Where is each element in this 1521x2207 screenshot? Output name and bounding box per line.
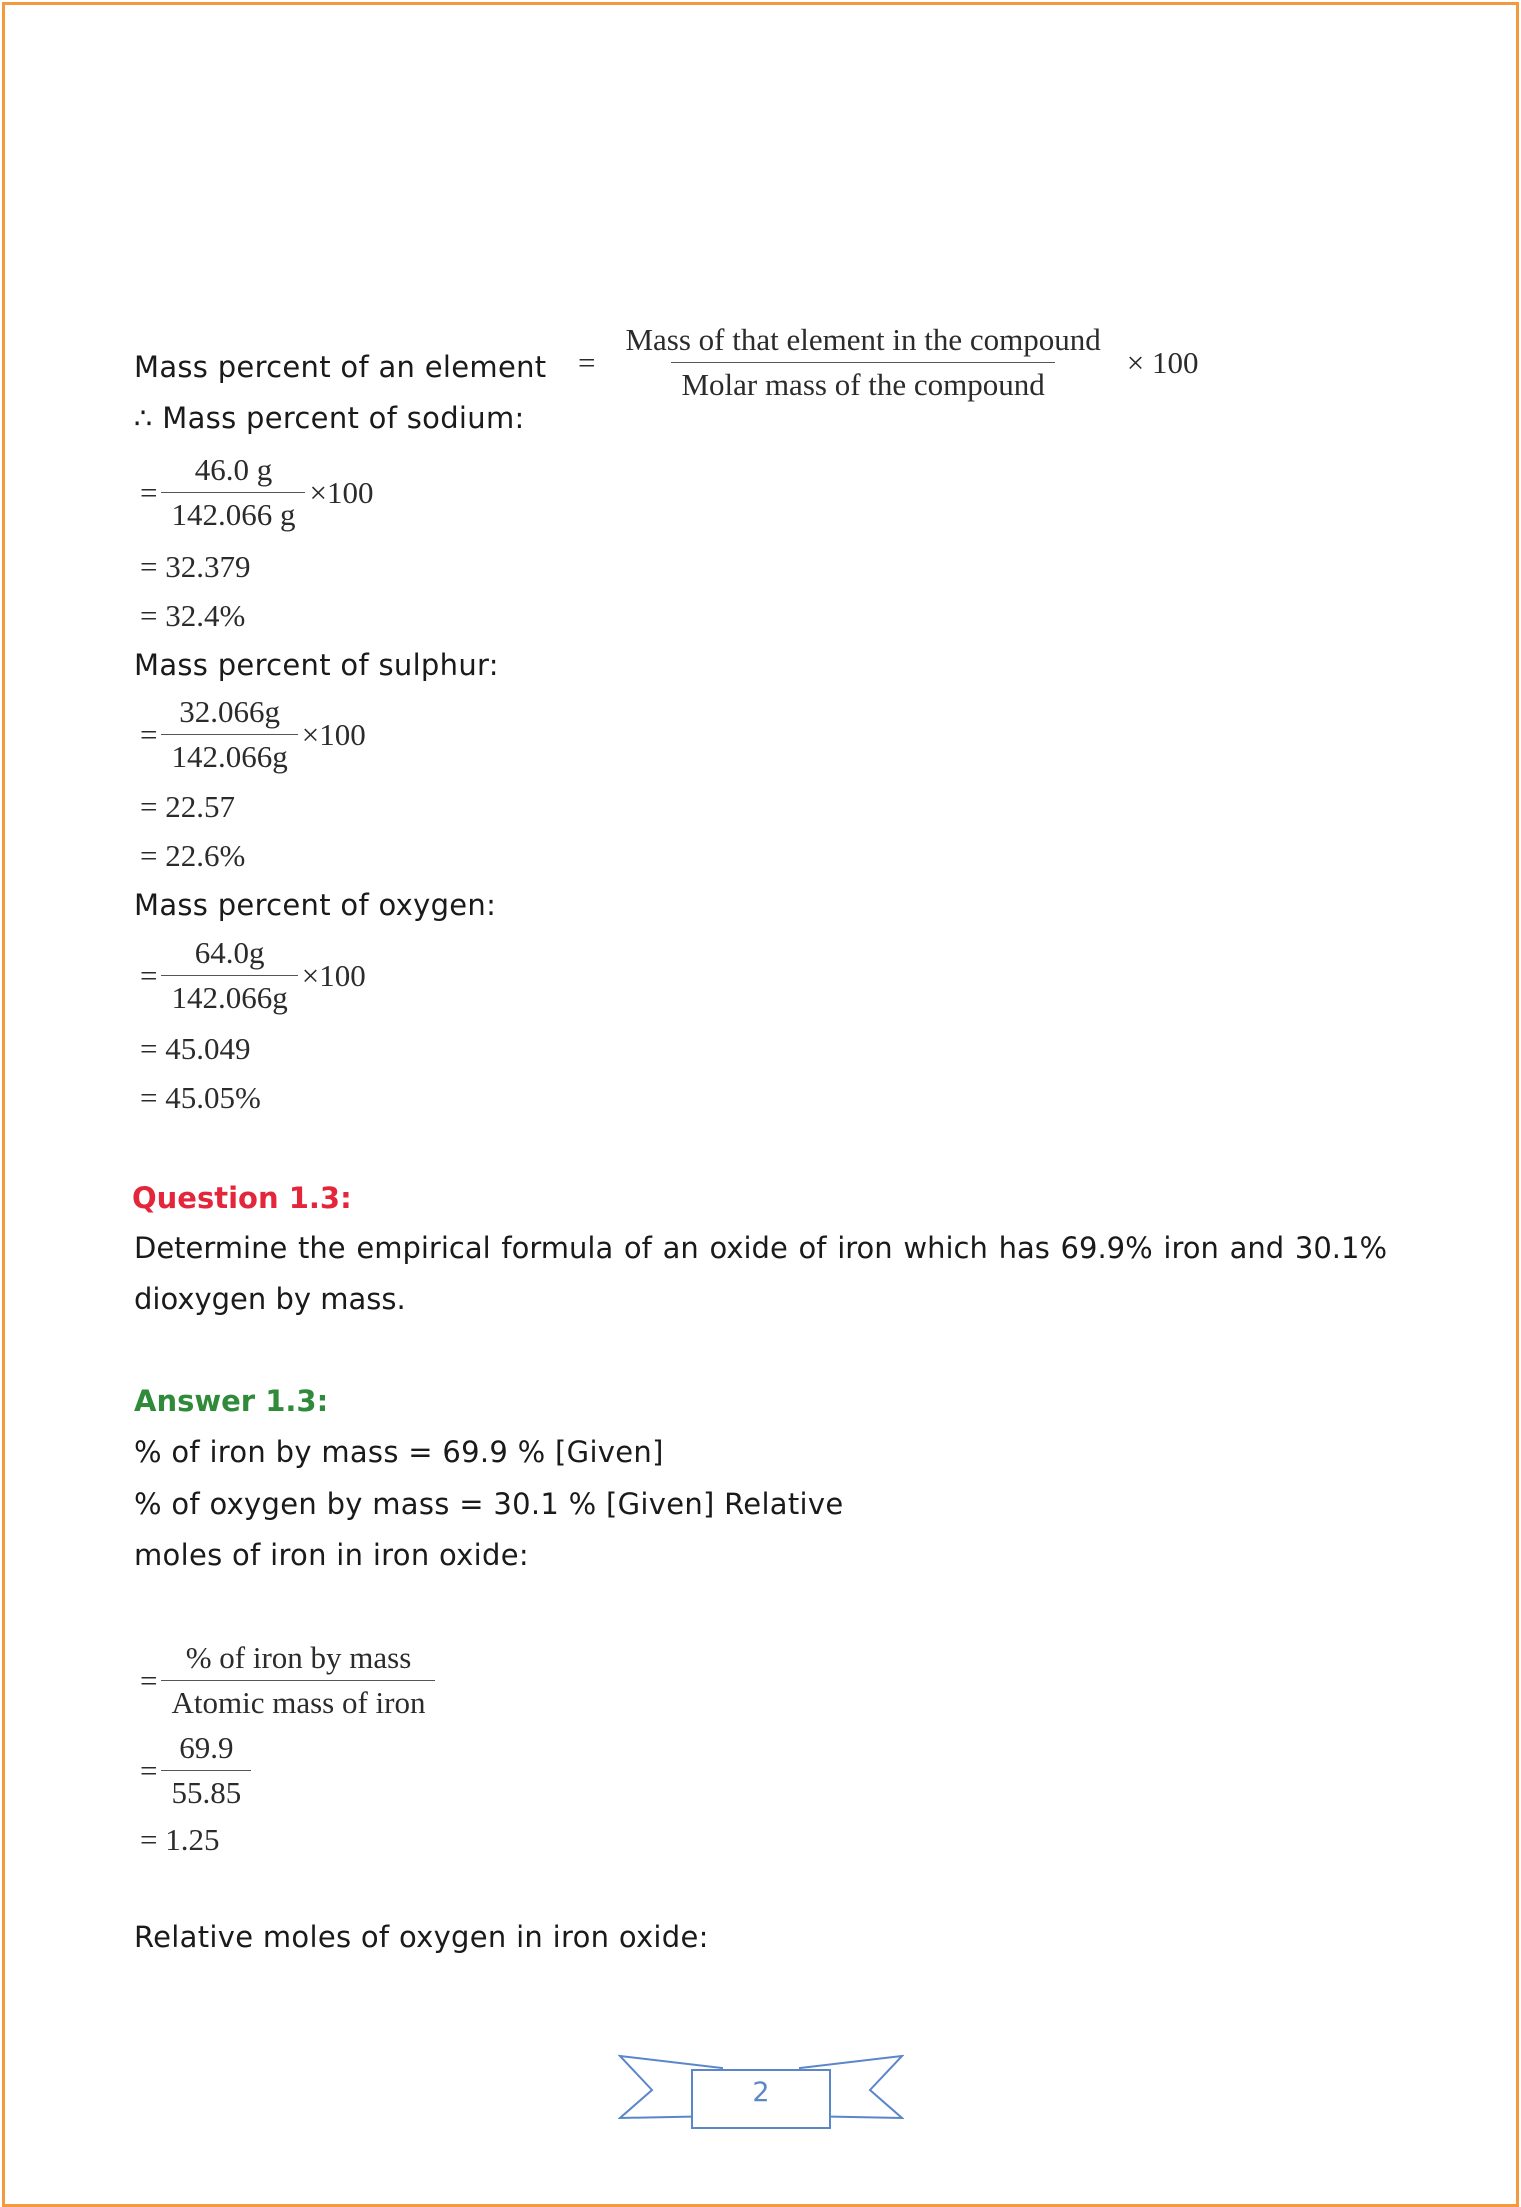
iron-moles-values bbox=[140, 1730, 255, 1811]
iron-denominator-2: 55.85 bbox=[161, 1770, 251, 1811]
iron-numerator-1: % of iron by mass bbox=[185, 1640, 412, 1675]
iron-numerator-2: 69.9 bbox=[179, 1730, 234, 1765]
oxygen-step2: = 45.05% bbox=[140, 1080, 261, 1115]
question-text: Determine the empirical formula of an oxide of iron which has 69.9% iron and 30.1% dioxygen by mass. bbox=[134, 1231, 1387, 1316]
oxygen-heading: Mass percent of oxygen: bbox=[134, 888, 497, 922]
sodium-step2: = 32.4% bbox=[140, 598, 246, 633]
oxygen-eq-sign: = bbox=[140, 957, 158, 993]
sodium-step1: = 32.379 bbox=[140, 549, 251, 584]
sodium-numerator: 46.0 g bbox=[194, 452, 273, 487]
oxygen-numerator: 64.0g bbox=[194, 935, 265, 970]
iron-denominator-1: Atomic mass of iron bbox=[161, 1680, 435, 1721]
sulphur-equation bbox=[140, 694, 366, 775]
sulphur-step2: = 22.6% bbox=[140, 838, 246, 873]
sodium-fraction bbox=[161, 452, 305, 533]
sodium-denominator: 142.066 g bbox=[161, 492, 305, 533]
sulphur-fraction bbox=[161, 694, 297, 775]
sodium-eq-sign: = bbox=[140, 474, 158, 510]
oxygen-equation bbox=[140, 935, 366, 1016]
page-number-badge bbox=[618, 2052, 904, 2130]
sulphur-heading: Mass percent of sulphur: bbox=[134, 648, 499, 682]
sulphur-step1: = 22.57 bbox=[140, 789, 235, 824]
page-number: 2 bbox=[752, 2077, 770, 2108]
oxygen-denominator: 142.066g bbox=[161, 975, 297, 1016]
answer-line-oxygen-mass: % of oxygen by mass = 30.1 % [Given] Relative bbox=[134, 1487, 844, 1521]
formula-fraction bbox=[615, 322, 1110, 403]
sulphur-denominator: 142.066g bbox=[161, 734, 297, 775]
iron-moles-result: = 1.25 bbox=[140, 1822, 220, 1857]
iron-eq-sign-2: = bbox=[140, 1752, 158, 1788]
oxygen-times: ×100 bbox=[301, 957, 366, 993]
sulphur-numerator: 32.066g bbox=[179, 694, 280, 729]
formula-numerator: Mass of that element in the compound bbox=[625, 322, 1101, 357]
answer-line-moles-oxygen: Relative moles of oxygen in iron oxide: bbox=[134, 1920, 709, 1954]
sodium-times: ×100 bbox=[309, 474, 374, 510]
formula-times: × 100 bbox=[1126, 344, 1199, 380]
oxygen-step1: = 45.049 bbox=[140, 1031, 251, 1066]
iron-fraction-1 bbox=[161, 1640, 435, 1721]
formula-denominator: Molar mass of the compound bbox=[671, 362, 1054, 403]
iron-fraction-2 bbox=[161, 1730, 251, 1811]
answer-line-iron-mass: % of iron by mass = 69.9 % [Given] bbox=[134, 1435, 664, 1469]
sulphur-eq-sign: = bbox=[140, 716, 158, 752]
answer-line-moles-iron: moles of iron in iron oxide: bbox=[134, 1538, 529, 1572]
formula-general bbox=[578, 322, 1198, 403]
iron-moles-formula bbox=[140, 1640, 439, 1721]
question-title: Question 1.3: bbox=[132, 1181, 352, 1215]
sodium-equation bbox=[140, 452, 373, 533]
sodium-heading: ∴ Mass percent of sodium: bbox=[134, 401, 525, 435]
answer-title: Answer 1.3: bbox=[134, 1384, 329, 1418]
formula-equals: = bbox=[578, 344, 596, 380]
formula-label: Mass percent of an element bbox=[134, 350, 547, 384]
sulphur-times: ×100 bbox=[301, 716, 366, 752]
oxygen-fraction bbox=[161, 935, 297, 1016]
iron-eq-sign-1: = bbox=[140, 1662, 158, 1698]
